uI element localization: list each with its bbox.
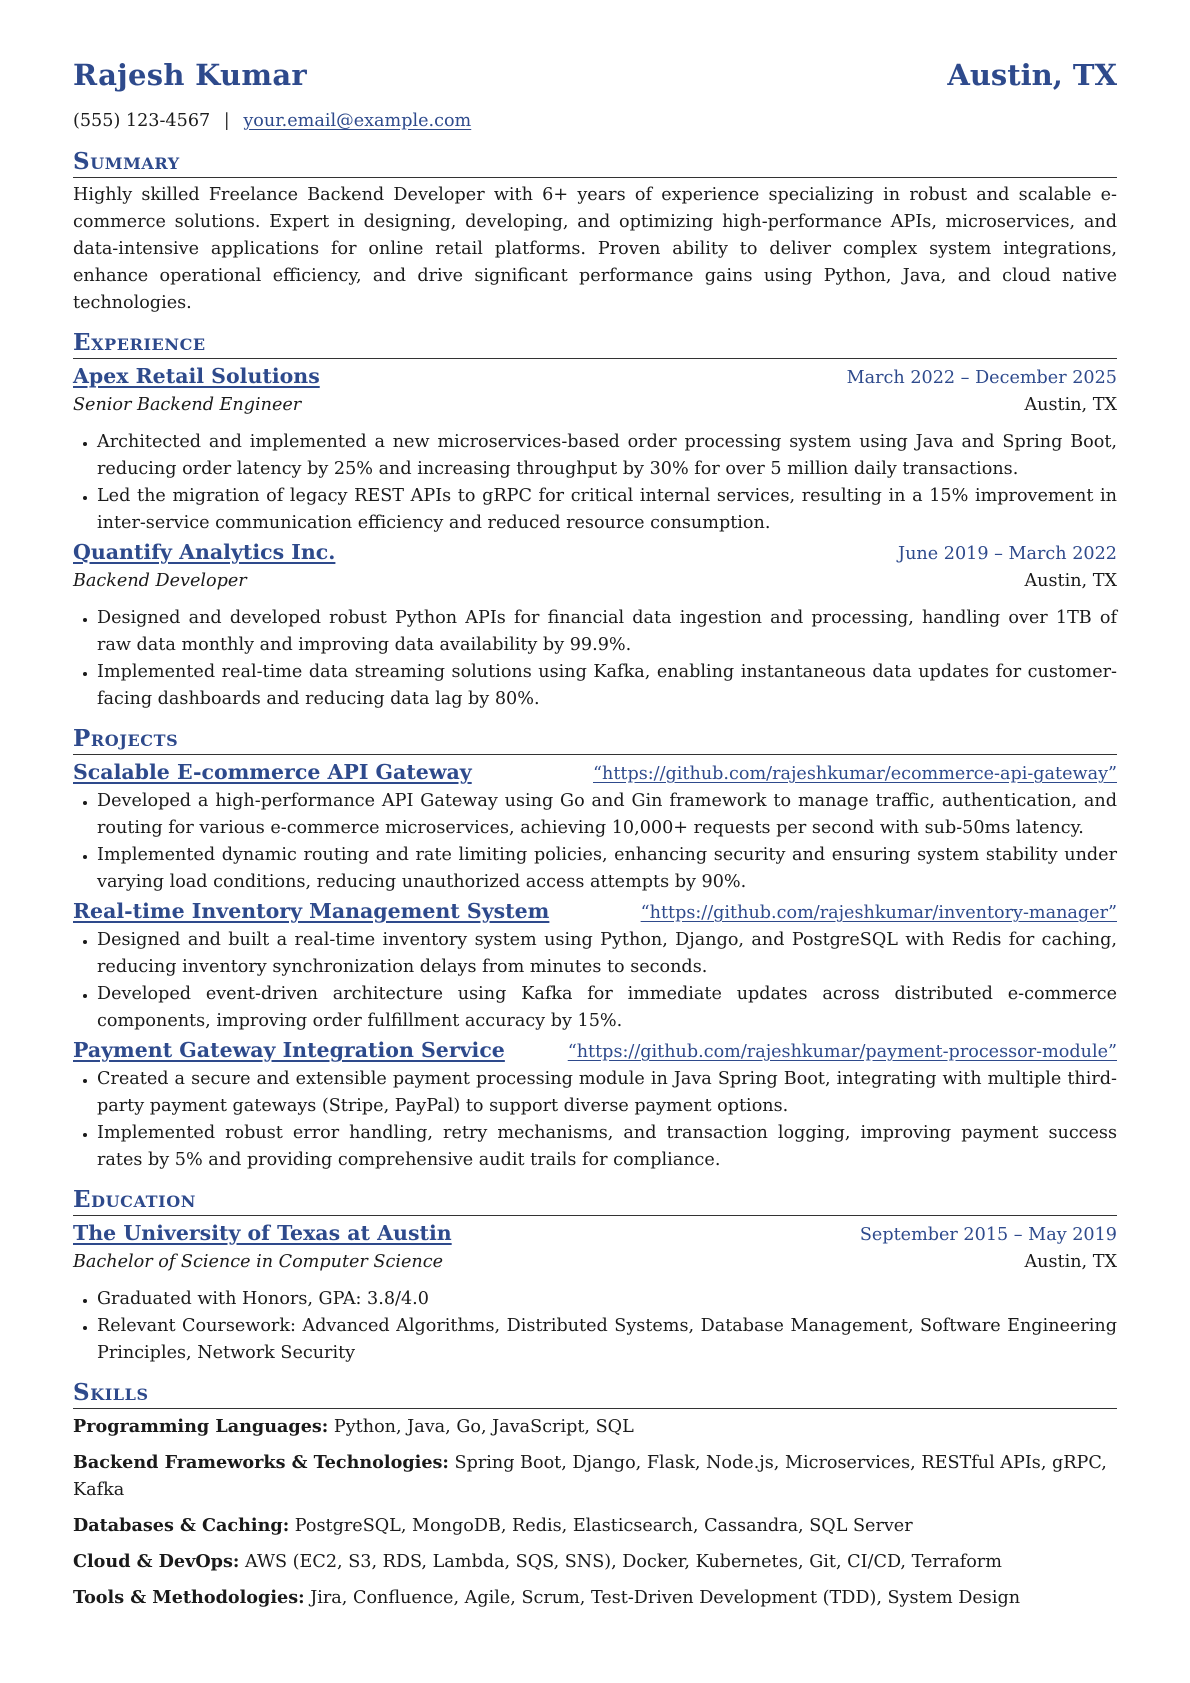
job-title: Senior Backend Engineer xyxy=(73,395,302,415)
skill-label: Tools & Methodologies: xyxy=(73,1587,305,1608)
project-entry xyxy=(73,759,1117,896)
employment-dates: June 2019 – March 2022 xyxy=(898,544,1117,564)
education-dates: September 2015 – May 2019 xyxy=(859,1225,1117,1245)
skill-value: Spring Boot, Django, Flask, Node.js, Microservices, RESTful APIs, gRPC, Kafka xyxy=(73,1453,1107,1500)
skills-list xyxy=(73,1413,1117,1612)
section-title-skills: Skills xyxy=(73,1379,1117,1409)
job-location: Austin, TX xyxy=(1024,571,1117,591)
experience-bullets xyxy=(73,429,1117,537)
skill-value: Python, Java, Go, JavaScript, SQL xyxy=(333,1417,634,1437)
bullet-item: • Designed and built a real-time inventory system using Python, Django, and PostgreSQL with Redis for caching, reducing inventory synchronization delays from minutes to seconds. xyxy=(97,927,1117,981)
education-entry xyxy=(73,1220,1117,1367)
project-title[interactable]: Scalable E-commerce API Gateway xyxy=(73,760,472,784)
project-link[interactable]: “https://github.com/rajeshkumar/ecommerce-api-gateway” xyxy=(593,764,1117,784)
school-location: Austin, TX xyxy=(1024,1252,1117,1272)
bullet-item: • Created a secure and extensible payment processing module in Java Spring Boot, integrating with multiple third-party payment gateways (Stripe, PayPal) to support diverse payment options. xyxy=(97,1066,1117,1120)
bullet-item: • Implemented robust error handling, retry mechanisms, and transaction logging, improving payment success rates by 5% and providing comprehensive audit trails for compliance. xyxy=(97,1120,1117,1174)
contact-line xyxy=(73,108,1117,136)
project-bullets xyxy=(73,1066,1117,1174)
skill-label: Databases & Caching: xyxy=(73,1515,290,1536)
skill-label: Programming Languages: xyxy=(73,1416,329,1437)
skill-row xyxy=(73,1548,1117,1576)
bullet-item: • Developed event-driven architecture using Kafka for immediate updates across distributed e-commerce components, improving order fulfillment accuracy by 15%. xyxy=(97,981,1117,1035)
job-title: Backend Developer xyxy=(73,571,247,591)
bullet-item: • Graduated with Honors, GPA: 3.8/4.0 xyxy=(97,1286,1117,1313)
section-title-summary: Summary xyxy=(73,148,1117,178)
bullet-item: • Designed and developed robust Python APIs for financial data ingestion and processing, handling over 1TB of raw data monthly and improving data availability by 99.9%. xyxy=(97,605,1117,659)
project-entry xyxy=(73,1037,1117,1174)
section-title-projects: Projects xyxy=(73,725,1117,755)
company-name[interactable]: Apex Retail Solutions xyxy=(73,364,320,388)
skill-value: Jira, Confluence, Agile, Scrum, Test-Driven Development (TDD), System Design xyxy=(310,1588,1021,1608)
education-bullets xyxy=(73,1286,1117,1367)
skill-row xyxy=(73,1413,1117,1441)
project-title[interactable]: Payment Gateway Integration Service xyxy=(73,1038,505,1062)
job-location: Austin, TX xyxy=(1024,395,1117,415)
bullet-item: • Relevant Coursework: Advanced Algorithms, Distributed Systems, Database Management, Software Engineering Principles, Network Security xyxy=(97,1313,1117,1367)
resume-header xyxy=(73,58,1117,106)
section-title-education: Education xyxy=(73,1186,1117,1216)
contact-separator: | xyxy=(223,111,230,131)
project-bullets xyxy=(73,927,1117,1035)
project-entry xyxy=(73,898,1117,1035)
experience-bullets xyxy=(73,605,1117,713)
section-title-experience: Experience xyxy=(73,329,1117,359)
skill-row xyxy=(73,1449,1117,1504)
employment-dates: March 2022 – December 2025 xyxy=(846,368,1117,388)
bullet-item: • Architected and implemented a new microservices-based order processing system using Java and Spring Boot, reducing order latency by 25% and increasing throughput by 30% for over 5 million daily transactions. xyxy=(97,429,1117,483)
skill-label: Backend Frameworks & Technologies: xyxy=(73,1452,449,1473)
project-title[interactable]: Real-time Inventory Management System xyxy=(73,899,550,923)
skill-value: PostgreSQL, MongoDB, Redis, Elasticsearch, Cassandra, SQL Server xyxy=(294,1516,913,1536)
skill-label: Cloud & DevOps: xyxy=(73,1551,240,1572)
bullet-item: • Led the migration of legacy REST APIs to gRPC for critical internal services, resulting in a 15% improvement in inter-service communication efficiency and reduced resource consumption. xyxy=(97,483,1117,537)
bullet-item: • Implemented real-time data streaming solutions using Kafka, enabling instantaneous data updates for customer-facing dashboards and reducing data lag by 80%. xyxy=(97,659,1117,713)
candidate-name: Rajesh Kumar xyxy=(73,58,308,92)
candidate-location: Austin, TX xyxy=(947,58,1117,92)
school-name[interactable]: The University of Texas at Austin xyxy=(73,1221,452,1245)
bullet-item: • Implemented dynamic routing and rate limiting policies, enhancing security and ensuring system stability under varying load conditions, reducing unauthorized access attempts by 90%. xyxy=(97,842,1117,896)
phone-number: (555) 123-4567 xyxy=(73,111,211,131)
company-name[interactable]: Quantify Analytics Inc. xyxy=(73,540,336,564)
project-link[interactable]: “https://github.com/rajeshkumar/payment-processor-module” xyxy=(567,1042,1117,1062)
project-link[interactable]: “https://github.com/rajeshkumar/inventory-manager” xyxy=(640,903,1117,923)
project-bullets xyxy=(73,788,1117,896)
email-link[interactable]: your.email@example.com xyxy=(243,111,472,131)
experience-entry xyxy=(73,363,1117,537)
skill-value: AWS (EC2, S3, RDS, Lambda, SQS, SNS), Docker, Kubernetes, Git, CI/CD, Terraform xyxy=(244,1552,1002,1572)
skill-row xyxy=(73,1512,1117,1540)
summary-text: Highly skilled Freelance Backend Developer with 6+ years of experience specializing in robust and scalable e-commerce solutions. Expert in designing, developing, and optimizing high-performance APIs, microservices, and data-intensive applications for online retail platforms. Proven ability to deliver complex system integrations, enhance operational efficiency, and drive significant performance gains using Python, Java, and cloud native technologies. xyxy=(73,185,1117,313)
skill-row xyxy=(73,1584,1117,1612)
degree: Bachelor of Science in Computer Science xyxy=(73,1252,443,1272)
experience-entry xyxy=(73,539,1117,713)
bullet-item: • Developed a high-performance API Gateway using Go and Gin framework to manage traffic, authentication, and routing for various e-commerce microservices, achieving 10,000+ requests per second with sub-50ms latency. xyxy=(97,788,1117,842)
